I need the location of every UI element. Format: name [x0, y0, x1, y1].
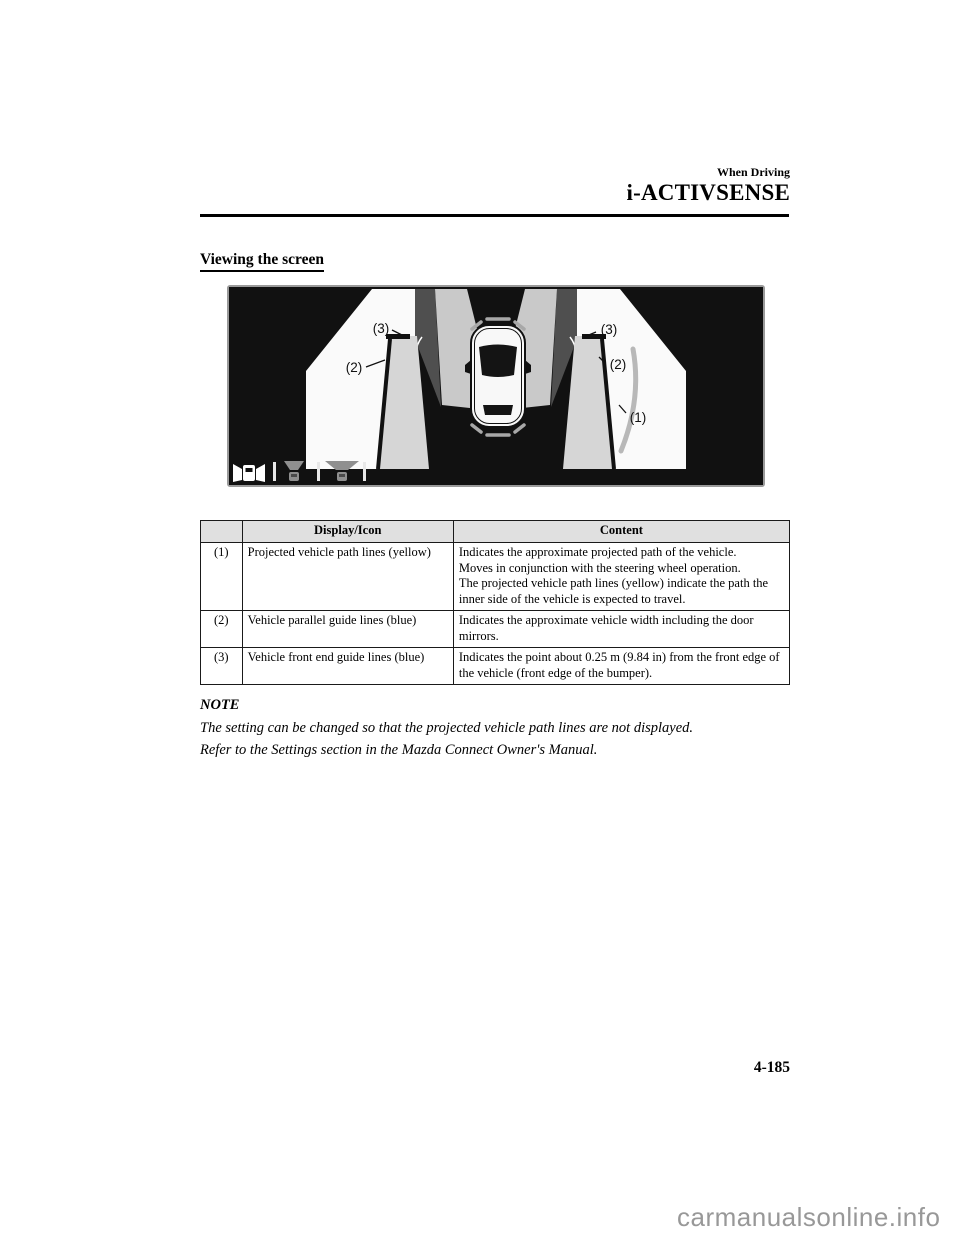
note-line: Refer to the Settings section in the Mazda Connect Owner's Manual.: [200, 742, 598, 758]
callout-3-left: (3): [372, 321, 390, 336]
top-view-monitor-illustration: [229, 287, 763, 485]
section-heading: Viewing the screen: [200, 251, 324, 272]
note-block: [200, 697, 792, 761]
header-blank: [201, 521, 243, 543]
front-end-guide-line-left: [386, 334, 410, 339]
callout-2-right: (2): [609, 357, 627, 372]
watermark: carmanualsonline.info: [677, 1202, 941, 1232]
row-number: (2): [201, 611, 243, 648]
header-divider: [200, 214, 789, 217]
content-line: Indicates the approximate vehicle width including the door mirrors.: [458, 613, 754, 643]
car-top-view: [465, 319, 531, 435]
content-line: Indicates the point about 0.25 m (9.84 in) from the front edge of the vehicle (front edge of the bumper).: [458, 650, 780, 680]
chapter-label: When Driving: [716, 165, 790, 179]
note-line: The setting can be changed so that the projected vehicle path lines are not displayed.: [200, 720, 694, 736]
callout-1-right: (1): [629, 410, 647, 425]
row-content: [453, 543, 789, 611]
callout-2-left: (2): [345, 360, 363, 375]
row-number: (1): [201, 543, 243, 611]
callout-3-right: (3): [600, 322, 618, 337]
row-content: [453, 648, 789, 685]
table-row: [201, 543, 790, 611]
icon-separator: [317, 462, 320, 481]
page-number: 4-185: [753, 1059, 790, 1076]
row-content: [453, 611, 789, 648]
page-title: i-ACTIVSENSE: [626, 180, 790, 206]
content-line: The projected vehicle path lines (yellow) indicate the path the inner side of the vehicle is expected to travel.: [458, 576, 769, 606]
note-label: NOTE: [200, 697, 240, 713]
content-line: Indicates the approximate projected path of the vehicle.: [458, 545, 737, 559]
table-row: [201, 611, 790, 648]
row-icon-label: Projected vehicle path lines (yellow): [242, 543, 453, 611]
header-content: Content: [453, 521, 789, 543]
page-header: [627, 166, 790, 205]
icon-separator: [363, 462, 366, 481]
row-icon-label: Vehicle parallel guide lines (blue): [242, 611, 453, 648]
table-row: [201, 648, 790, 685]
table-header-row: [201, 521, 790, 543]
row-number: (3): [201, 648, 243, 685]
content-line: Moves in conjunction with the steering wheel operation.: [458, 560, 741, 575]
icon-separator: [273, 462, 276, 481]
camera-view-figure: [227, 285, 765, 487]
header-display-icon: Display/Icon: [242, 521, 453, 543]
display-icon-table: [200, 520, 790, 685]
birds-eye-view-icon: [233, 464, 265, 482]
row-icon-label: Vehicle front end guide lines (blue): [242, 648, 453, 685]
